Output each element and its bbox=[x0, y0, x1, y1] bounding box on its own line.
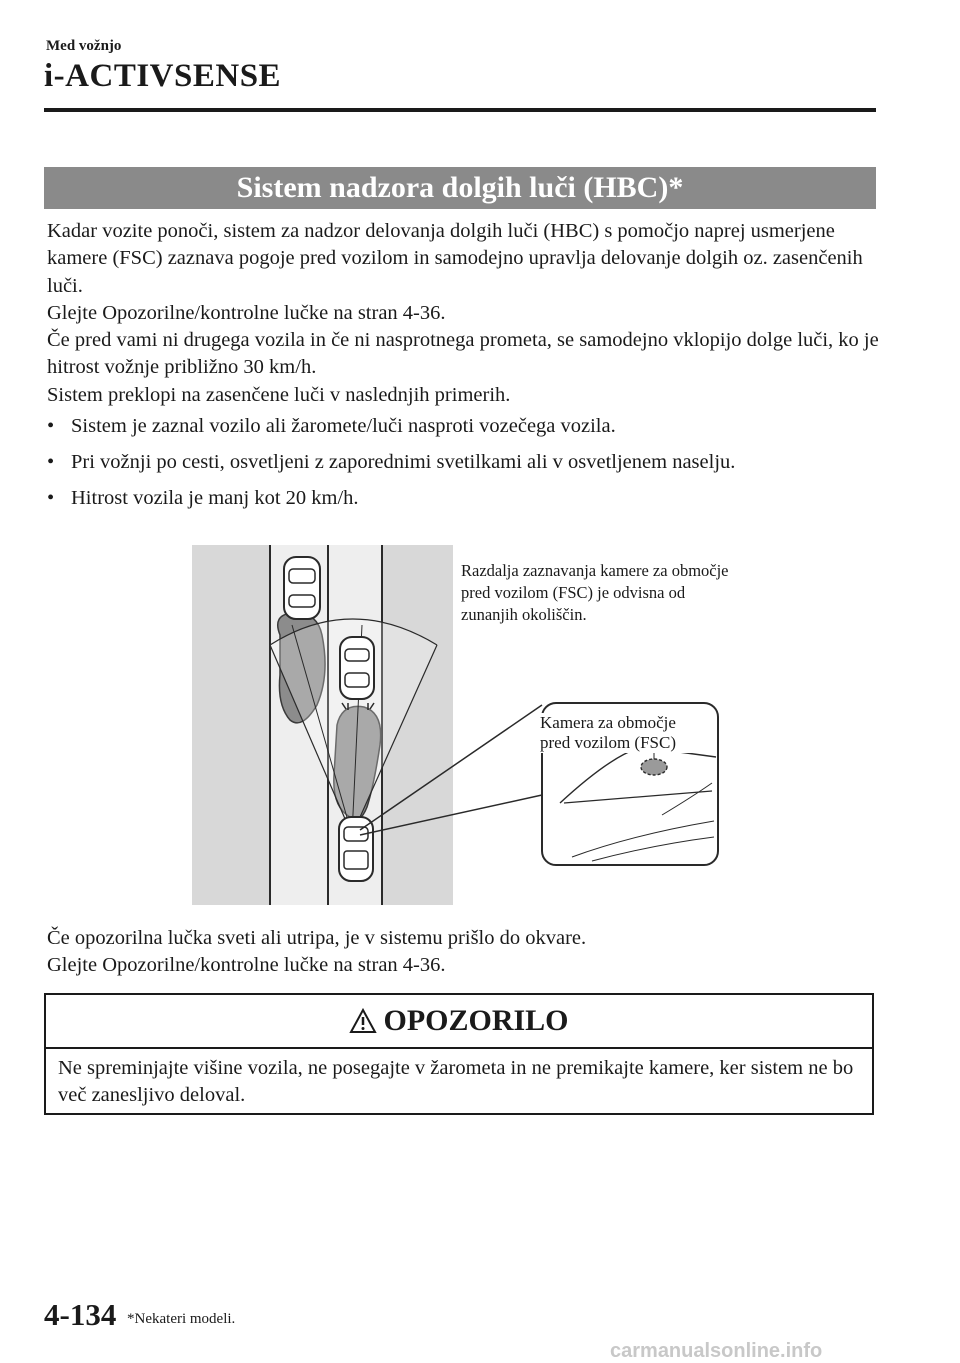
list-item bbox=[47, 485, 877, 512]
own-car-icon bbox=[339, 817, 373, 881]
warning-heading bbox=[46, 995, 872, 1049]
warning-title: OPOZORILO bbox=[383, 1004, 569, 1037]
fault-paragraph: Če opozorilna lučka sveti ali utripa, je v sistemu prišlo do okvare. Glejte Opozorilne/kontrolne lučke na stran 4-36. bbox=[47, 927, 587, 977]
footnote: *Nekateri modeli. bbox=[127, 1311, 236, 1327]
bullet-icon: • bbox=[47, 487, 55, 509]
chapter-label: Med vožnjo bbox=[46, 38, 122, 54]
intro-paragraph: Kadar vozite ponoči, sistem za nadzor delovanja dolgih luči (HBC) s pomočjo naprej usmerjene kamere (FSC) zaznava pogoje pred vozilom in samodejno upravlja delovanje dolgih oz. zasenčenih luči. Glejte Opozorilne/kontrolne lučke na stran 4-36. Če pred vami ni drugega vozila in če ni nasprotnega prometa, se samodejno vklopijo dolge luči, ko je hitrost vožnje približno 30 km/h. Sistem preklopi na zasenčene luči v naslednjih primerih. bbox=[47, 220, 879, 406]
watermark: carmanualsonline.info bbox=[610, 1340, 823, 1362]
list-item-text: Hitrost vozila je manj kot 20 km/h. bbox=[71, 487, 359, 509]
page-number: 4-134 bbox=[44, 1297, 117, 1332]
section-title: i-ACTIVSENSE bbox=[44, 58, 282, 94]
warning-triangle-icon bbox=[349, 1008, 377, 1034]
warning-body: Ne spreminjajte višine vozila, ne posegajte v žarometa in ne premikajte kamere, ker sistem ne bo več zanesljivo deloval. bbox=[58, 1057, 854, 1106]
warning-box bbox=[44, 993, 874, 1115]
camera-label: Kamera za območje pred vozilom (FSC) bbox=[540, 713, 710, 753]
list-item-text: Sistem je zaznal vozilo ali žaromete/luči nasproti vozečega vozila. bbox=[71, 415, 616, 437]
fault-text bbox=[47, 925, 887, 980]
header-rule bbox=[44, 108, 876, 112]
range-note: Razdalja zaznavanja kamere za območje pred vozilom (FSC) je odvisna od zunanjih okoliščin. bbox=[461, 561, 729, 624]
camera-icon bbox=[641, 759, 667, 775]
list-item-text: Pri vožnji po cesti, osvetljeni z zaporednimi svetilkami ali v osvetljenem naselju. bbox=[71, 451, 736, 473]
list-item bbox=[47, 449, 877, 476]
oncoming-car-icon bbox=[284, 557, 320, 619]
bullet-icon: • bbox=[47, 451, 55, 473]
intro-text bbox=[47, 218, 887, 409]
bullet-icon: • bbox=[47, 415, 55, 437]
page-title: Sistem nadzora dolgih luči (HBC)* bbox=[44, 167, 876, 209]
list-item bbox=[47, 413, 877, 440]
